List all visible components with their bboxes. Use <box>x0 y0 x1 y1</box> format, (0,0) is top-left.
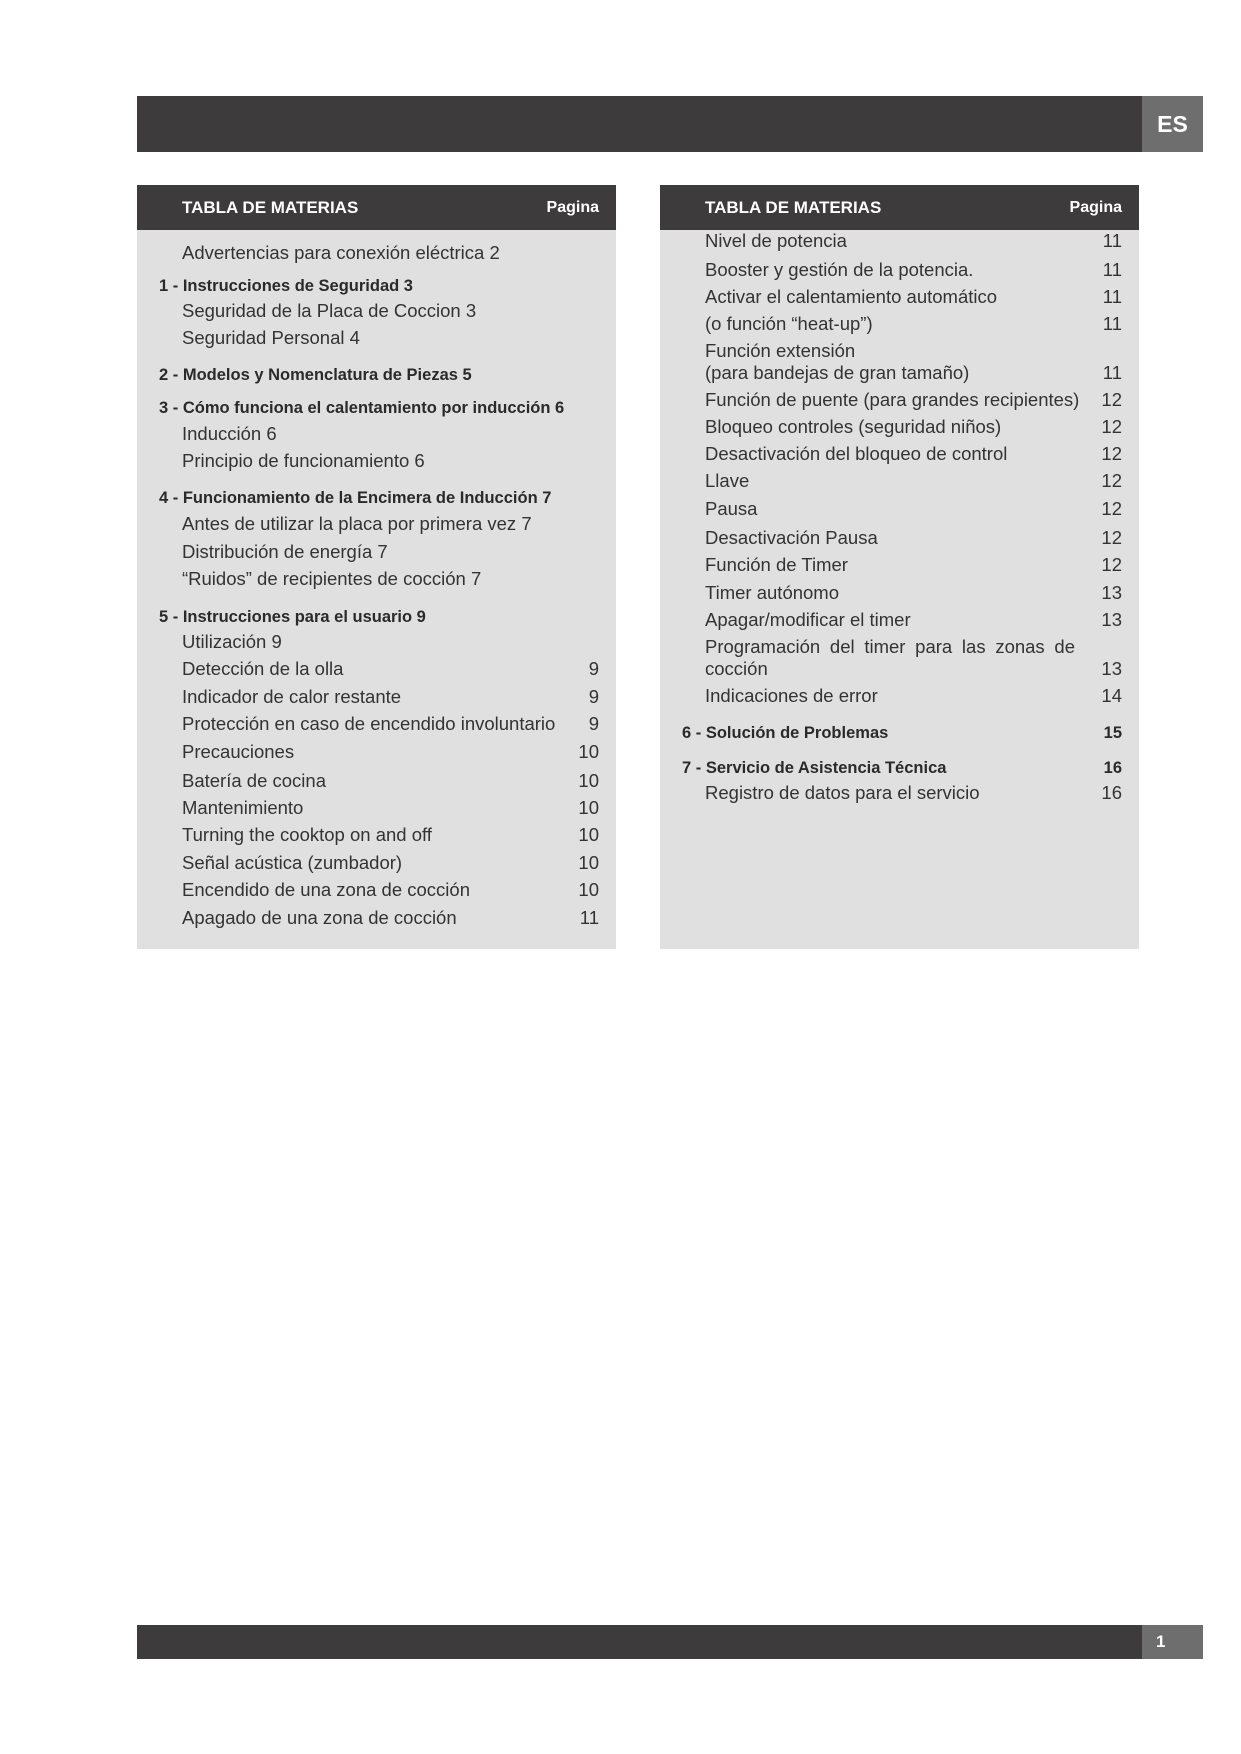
toc-title: TABLA DE MATERIAS <box>705 197 882 217</box>
page-column-label: Pagina <box>1069 198 1122 216</box>
toc-section[interactable]: 2 - Modelos y Nomenclatura de Piezas 5 <box>159 366 472 384</box>
footer-bar <box>137 1625 1142 1659</box>
toc-entry[interactable]: Nivel de potencia 11 <box>705 230 1122 251</box>
toc-entry[interactable]: Indicaciones de error 14 <box>705 685 1122 706</box>
toc-section[interactable]: 6 - Solución de Problemas 15 <box>682 724 1122 742</box>
toc-entry[interactable]: Seguridad de la Placa de Coccion 3 <box>182 300 477 321</box>
toc-entry[interactable]: Apagar/modificar el timer 13 <box>705 609 1122 630</box>
toc-entry[interactable]: Función de puente (para grandes recipientes) 12 <box>705 389 1122 410</box>
toc-header <box>660 185 1139 230</box>
toc-entry[interactable]: Inducción 6 <box>182 423 277 444</box>
toc-section[interactable]: 4 - Funcionamiento de la Encimera de Inducción 7 <box>159 489 552 507</box>
toc-entry[interactable]: Protección en caso de encendido involuntario 9 <box>182 713 599 734</box>
toc-entry[interactable]: Turning the cooktop on and off 10 <box>182 824 599 845</box>
toc-panel-left <box>137 185 616 949</box>
toc-entry[interactable]: Función extensión (para bandejas de gran tamaño) 11 <box>705 340 1122 383</box>
toc-entry[interactable]: Booster y gestión de la potencia. 11 <box>705 259 1122 280</box>
toc-entry[interactable]: “Ruidos” de recipientes de cocción 7 <box>182 568 482 589</box>
toc-entry[interactable]: Desactivación del bloqueo de control 12 <box>705 443 1122 464</box>
page-number: 1 <box>1142 1625 1203 1659</box>
toc-entry[interactable]: Seguridad Personal 4 <box>182 327 360 348</box>
toc-entry[interactable]: Señal acústica (zumbador) 10 <box>182 852 599 873</box>
toc-entry[interactable]: Advertencias para conexión eléctrica 2 <box>182 242 500 263</box>
toc-section[interactable]: 7 - Servicio de Asistencia Técnica 16 <box>682 759 1122 777</box>
toc-entry[interactable]: Mantenimiento 10 <box>182 797 599 818</box>
toc-entry[interactable]: Registro de datos para el servicio 16 <box>705 782 1122 803</box>
toc-entry[interactable]: (o función “heat-up”) 11 <box>705 313 1122 334</box>
page-column-label: Pagina <box>546 198 599 216</box>
toc-entry[interactable]: Timer autónomo 13 <box>705 582 1122 603</box>
toc-title: TABLA DE MATERIAS <box>182 197 359 217</box>
toc-entry[interactable]: Bloqueo controles (seguridad niños) 12 <box>705 416 1122 437</box>
toc-entry[interactable]: Precauciones 10 <box>182 741 599 762</box>
toc-header <box>137 185 616 230</box>
toc-entry[interactable]: Desactivación Pausa 12 <box>705 527 1122 548</box>
header-bar <box>137 96 1142 152</box>
toc-entry[interactable]: Utilización 9 <box>182 631 282 652</box>
toc-section[interactable]: 5 - Instrucciones para el usuario 9 <box>159 608 426 626</box>
toc-entry[interactable]: Programación del timer para las zonas de cocción 13 <box>705 636 1122 679</box>
toc-entry[interactable]: Distribución de energía 7 <box>182 541 388 562</box>
toc-entry[interactable]: Principio de funcionamiento 6 <box>182 450 425 471</box>
toc-entry[interactable]: Encendido de una zona de cocción 10 <box>182 879 599 900</box>
toc-panel-right <box>660 185 1139 949</box>
toc-entry[interactable]: Pausa 12 <box>705 498 1122 519</box>
toc-entry[interactable]: Batería de cocina 10 <box>182 770 599 791</box>
toc-entry[interactable]: Llave 12 <box>705 470 1122 491</box>
toc-section[interactable]: 1 - Instrucciones de Seguridad 3 <box>159 277 413 295</box>
toc-entry[interactable]: Detección de la olla 9 <box>182 658 599 679</box>
toc-section[interactable]: 3 - Cómo funciona el calentamiento por inducción 6 <box>159 399 565 417</box>
toc-entry[interactable]: Apagado de una zona de cocción 11 <box>182 907 599 928</box>
language-tab: ES <box>1142 96 1203 152</box>
toc-entry[interactable]: Indicador de calor restante 9 <box>182 686 599 707</box>
toc-entry[interactable]: Activar el calentamiento automático 11 <box>705 286 1122 307</box>
toc-entry[interactable]: Función de Timer 12 <box>705 554 1122 575</box>
toc-entry[interactable]: Antes de utilizar la placa por primera vez 7 <box>182 513 532 534</box>
